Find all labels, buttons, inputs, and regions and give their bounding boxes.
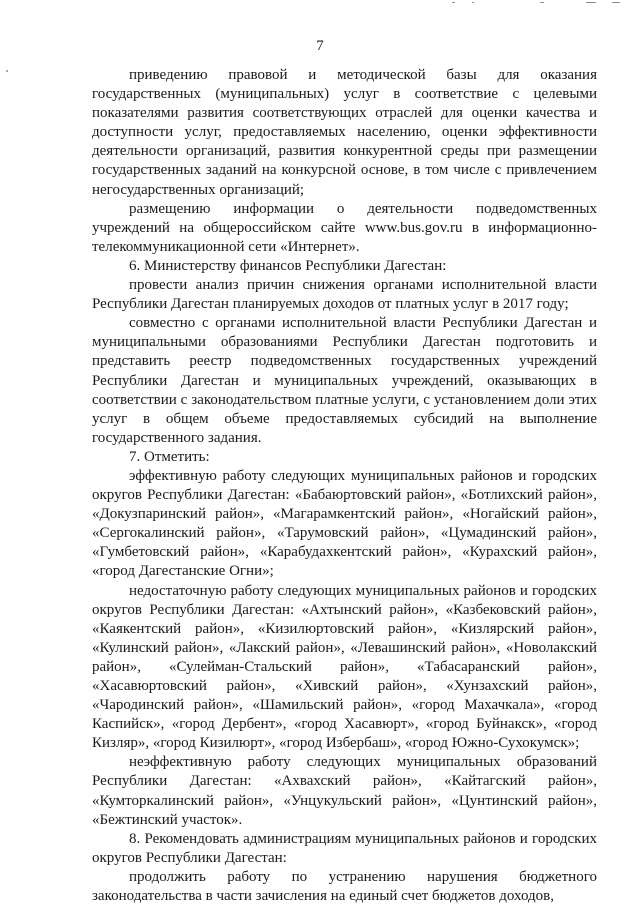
paragraph-bus-gov-info: размещению информации о деятельности подведомственных учреждений на общероссийском сайте www.bus.gov.ru в информационно-телекоммуникационной сети «Интернет». xyxy=(92,200,597,255)
scan-speck xyxy=(540,2,544,3)
paragraph-insufficient-work: недостаточную работу следующих муниципальных районов и городских округов Республики Дагестан: «Ахтынский район», «Казбековский район», «Каякентский район», «Кизилюртовский район», «Кизлярский район», «Кулинский район», «Лакский район», «Левашинский район», «Новолакский район», «Сулейман-Стальский район», «Табасаранский район», «Хасавюртовский район», «Хивский район», «Хунзахский район», «Чародинский район», «Шамильский район», «город Махачкала», «город Каспийск», «город Дербент», «город Хасавюрт», «город Буйнакск», «город Кизляр», «город Кизилюрт», «город Избербаш», «город Южно-Сухокумск»; xyxy=(92,582,597,752)
paragraph-analysis: провести анализ причин снижения органами исполнительной власти Республики Дагестан планируемых доходов от платных услуг в 2017 году; xyxy=(92,277,597,313)
scan-speck xyxy=(6,70,8,72)
scan-speck xyxy=(612,2,620,3)
document-body xyxy=(92,66,597,906)
paragraph-continue-work: продолжить работу по устранению нарушения бюджетного законодательства в части зачисления на единый счет бюджетов доходов, xyxy=(92,868,597,905)
scan-speck xyxy=(452,2,455,3)
scan-speck xyxy=(472,2,474,3)
paragraph-ineffective-work: неэффективную работу следующих муниципальных образований Республики Дагестан: «Ахвахский район», «Кайтагский район», «Кумторкалинский район», «Унцукульский район», «Цунтинский район», «Бежтинский участок». xyxy=(92,754,597,828)
paragraph-item-6-heading: 6. Министерству финансов Республики Дагестан: xyxy=(129,257,447,274)
scan-speck xyxy=(586,2,596,3)
paragraph-methodical-base: приведению правовой и методической базы для оказания государственных (муниципальных) услуг в соответствие с целевыми показателями развития соответствующих отраслей для оценки качества и доступности услуг, предоставляемых населению, оценки эффективности деятельности организаций, развития конкурентной среды при размещении государственных заданий на конкурсной основе, в том числе с привлечением негосударственных организаций; xyxy=(92,67,597,198)
paragraph-registry: совместно с органами исполнительной власти Республики Дагестан и муниципальными образованиями Республики Дагестан подготовить и представить реестр подведомственных государственных учреждений Республики Дагестан и муниципальных учреждений, оказывающих в соответствии с законодательством платные услуги, с установлением доли этих услуг в общем объеме предоставляемых субсидий на выполнение государственного задания. xyxy=(92,315,597,446)
page-number: 7 xyxy=(316,38,324,54)
paragraph-effective-work: эффективную работу следующих муниципальных районов и городских округов Республики Дагестан: «Бабаюртовский район», «Ботлихский район», «Докузпаринский район», «Магарамкентский район», «Ногайский район», «Сергокалинский район», «Тарумовский район», «Цумадинский район», «Гумбетовский район», «Карабудахкентский район», «Курахский район», «город Дагестанские Огни»; xyxy=(92,467,597,580)
paragraph-item-7-heading: 7. Отметить: xyxy=(129,448,210,465)
paragraph-item-8-heading: 8. Рекомендовать администрациям муниципальных районов и городских округов Республики Дагестан: xyxy=(92,830,597,866)
